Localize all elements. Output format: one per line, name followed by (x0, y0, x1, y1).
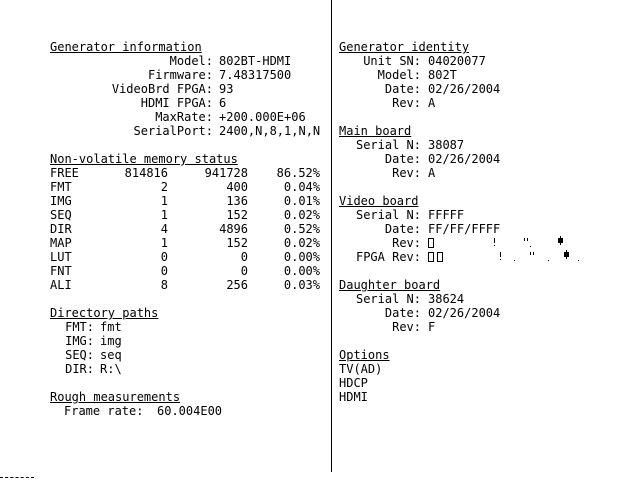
memory-row-size: 4896 (219, 222, 248, 236)
daughter-rev-label: Rev: (392, 320, 421, 334)
identity-rev-label: Rev: (392, 96, 421, 110)
daughter-serial-value: 38624 (428, 292, 465, 306)
option-item: HDMI (339, 390, 368, 404)
hdmi-fpga-value: 6 (219, 96, 227, 110)
option-item: TV(AD) (339, 362, 383, 376)
memory-row-name: FMT (50, 180, 72, 194)
daughter-date-label: Date: (384, 306, 421, 320)
memory-row-used: 1 (160, 194, 168, 208)
daughter-serial-label: Serial N: (355, 292, 421, 306)
generator-information-heading: Generator information (50, 40, 202, 54)
model-value: 802BT-HDMI (219, 54, 292, 68)
directory-paths-heading: Directory paths (50, 306, 159, 320)
identity-model-value: 802T (428, 68, 457, 82)
fmt-path-label: FMT: (65, 320, 94, 334)
fpga-rev-label: FPGA Rev: (355, 250, 421, 264)
memory-row-name: DIR (50, 222, 72, 236)
memory-row-percent: 0.01% (283, 194, 320, 208)
main-rev-value: A (428, 166, 436, 180)
maxrate-value: +200.000E+06 (219, 110, 306, 124)
serialport-label: SerialPort: (133, 124, 213, 138)
generator-identity-heading: Generator identity (339, 40, 470, 54)
memory-row-used: 2 (160, 180, 168, 194)
option-item: HDCP (339, 376, 368, 390)
daughter-date-value: 02/26/2004 (428, 306, 501, 320)
img-path-value: img (100, 334, 122, 348)
memory-row-name: IMG (50, 194, 72, 208)
memory-row-name: FREE (50, 166, 79, 180)
videobrd-fpga-value: 93 (219, 82, 234, 96)
memory-row-name: MAP (50, 236, 72, 250)
memory-row-size: 941728 (204, 166, 248, 180)
memory-row-used: 8 (160, 278, 168, 292)
memory-row-used: 0 (160, 250, 168, 264)
memory-row-used: 1 (160, 236, 168, 250)
video-date-label: Date: (384, 222, 421, 236)
seq-path-value: seq (100, 348, 122, 362)
memory-row-name: FNT (50, 264, 72, 278)
options-heading: Options (339, 348, 390, 362)
memory-row-size: 136 (226, 194, 248, 208)
main-serial-value: 38087 (428, 138, 465, 152)
hdmi-fpga-label: HDMI FPGA: (140, 96, 213, 110)
memory-row-percent: 86.52% (276, 166, 320, 180)
frame-rate-label: Frame rate: (64, 404, 144, 418)
videobrd-fpga-label: VideoBrd FPGA: (111, 82, 213, 96)
memory-row-used: 814816 (124, 166, 168, 180)
column-divider (331, 0, 332, 472)
main-date-label: Date: (384, 152, 421, 166)
fmt-path-value: fmt (100, 320, 122, 334)
bottom-dashed-marker (0, 477, 34, 478)
unit-sn-label: Unit SN: (363, 54, 421, 68)
img-path-label: IMG: (65, 334, 94, 348)
memory-row-percent: 0.02% (283, 236, 320, 250)
memory-row-percent: 0.00% (283, 264, 320, 278)
daughter-rev-value: F (428, 320, 436, 334)
main-rev-label: Rev: (392, 166, 421, 180)
firmware-label: Firmware: (147, 68, 213, 82)
identity-date-value: 02/26/2004 (428, 82, 501, 96)
memory-row-percent: 0.02% (283, 208, 320, 222)
dir-path-value: R:\ (100, 362, 122, 376)
memory-row-size: 0 (240, 250, 248, 264)
video-serial-value: FFFFF (428, 208, 465, 222)
memory-row-used: 1 (160, 208, 168, 222)
memory-row-size: 0 (240, 264, 248, 278)
unit-sn-value: 04020077 (428, 54, 486, 68)
frame-rate-value: 60.004E00 (157, 404, 223, 418)
memory-row-used: 0 (160, 264, 168, 278)
identity-rev-value: A (428, 96, 436, 110)
memory-row-name: ALI (50, 278, 72, 292)
seq-path-label: SEQ: (65, 348, 94, 362)
memory-row-name: SEQ (50, 208, 72, 222)
dir-path-label: DIR: (65, 362, 94, 376)
identity-model-label: Model: (377, 68, 421, 82)
firmware-value: 7.48317500 (219, 68, 292, 82)
main-date-value: 02/26/2004 (428, 152, 501, 166)
identity-date-label: Date: (384, 82, 421, 96)
memory-row-size: 152 (226, 236, 248, 250)
video-date-value: FF/FF/FFFF (428, 222, 501, 236)
memory-row-percent: 0.03% (283, 278, 320, 292)
memory-row-percent: 0.52% (283, 222, 320, 236)
daughter-board-heading: Daughter board (339, 278, 441, 292)
memory-row-percent: 0.04% (283, 180, 320, 194)
model-label: Model: (169, 54, 213, 68)
memory-row-size: 400 (226, 180, 248, 194)
rough-measurements-heading: Rough measurements (50, 390, 181, 404)
video-rev-label: Rev: (392, 236, 421, 250)
main-serial-label: Serial N: (355, 138, 421, 152)
video-board-heading: Video board (339, 194, 419, 208)
maxrate-label: MaxRate: (155, 110, 213, 124)
memory-row-name: LUT (50, 250, 72, 264)
memory-row-size: 256 (226, 278, 248, 292)
memory-row-used: 4 (160, 222, 168, 236)
serialport-value: 2400,N,8,1,N,N (219, 124, 321, 138)
memory-status-heading: Non-volatile memory status (50, 152, 238, 166)
main-board-heading: Main board (339, 124, 412, 138)
video-serial-label: Serial N: (355, 208, 421, 222)
memory-row-percent: 0.00% (283, 250, 320, 264)
memory-row-size: 152 (226, 208, 248, 222)
